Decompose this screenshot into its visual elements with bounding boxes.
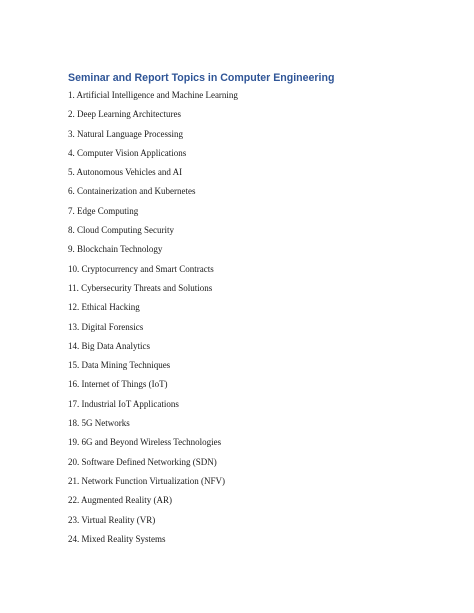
document-title: Seminar and Report Topics in Computer Engineering (68, 72, 335, 84)
list-item: 4. Computer Vision Applications (68, 147, 187, 158)
list-item: 13. Digital Forensics (68, 321, 144, 332)
list-item: 5. Autonomous Vehicles and AI (68, 167, 183, 178)
list-item: 10. Cryptocurrency and Smart Contracts (68, 263, 214, 274)
list-item: 14. Big Data Analytics (68, 340, 150, 351)
list-item: 11. Cybersecurity Threats and Solutions (68, 282, 213, 293)
list-item: 1. Artificial Intelligence and Machine Learning (68, 90, 238, 100)
list-item: 18. 5G Networks (68, 418, 130, 429)
list-item: 9. Blockchain Technology (68, 244, 163, 255)
topic-list (68, 88, 238, 551)
list-item: 21. Network Function Virtualization (NFV) (68, 475, 226, 486)
list-item: 8. Cloud Computing Security (68, 225, 175, 236)
list-item: 22. Augmented Reality (AR) (68, 495, 172, 506)
list-item: 7. Edge Computing (68, 205, 139, 216)
list-item: 2. Deep Learning Architectures (68, 109, 181, 120)
list-item: 24. Mixed Reality Systems (68, 533, 166, 544)
list-item: 6. Containerization and Kubernetes (68, 186, 196, 197)
list-item: 19. 6G and Beyond Wireless Technologies (68, 437, 222, 448)
list-item: 15. Data Mining Techniques (68, 360, 171, 371)
list-item: 20. Software Defined Networking (SDN) (68, 456, 217, 467)
list-item: 17. Industrial IoT Applications (68, 398, 179, 409)
list-item: 23. Virtual Reality (VR) (68, 514, 156, 525)
list-item: 3. Natural Language Processing (68, 128, 183, 139)
list-item: 12. Ethical Hacking (68, 302, 140, 313)
list-item: 16. Internet of Things (IoT) (68, 379, 168, 390)
